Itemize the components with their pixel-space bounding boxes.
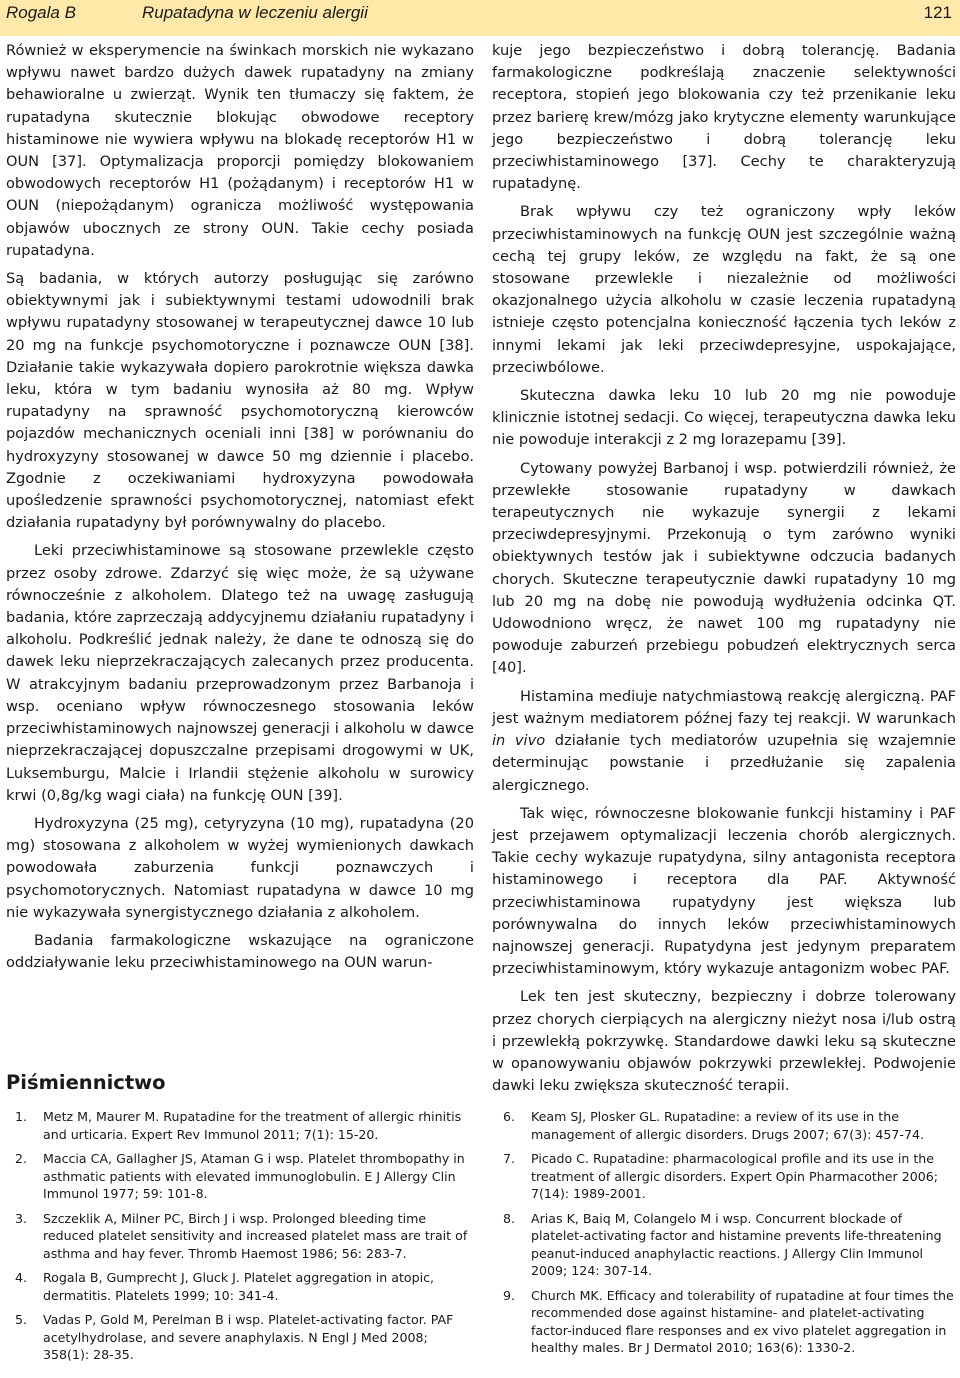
reference-item [6, 1269, 474, 1304]
reference-number: 2. [15, 1151, 28, 1166]
reference-text: Picado C. Rupatadine: pharmacological profile and its use in the treatment of allergic disorders. Expert Opin Pharmacother 2006; 7(14): 1989-2001. [531, 1151, 939, 1201]
paragraph: kuje jego bezpieczeństwo i dobrą tolerancję. Badania farmakologiczne podkreślają znaczenie selektywności receptora, stopień jego blokowania czy też przenikanie leku przez barierę krew/mózg jako krytyczne elementy warunkujące jego bezpieczeństwo i dobrą tolerancję leku przeciwhistaminowego [37]. Cechy te charakteryzują rupatadynę. [492, 42, 956, 193]
reference-item [494, 1108, 956, 1143]
paragraph-histamine [492, 686, 956, 797]
left-column [6, 40, 474, 980]
reference-number: 4. [15, 1270, 28, 1285]
paragraph: Hydroxyzyna (25 mg), cetyryzyna (10 mg), rupatadyna (20 mg) stosowana z alkoholem w wyżej wymienionych dawkach powodowała zaburzenia funkcji poznawczych i psychomotorycznych. Natomiast rupatadyna w dawce 10 mg nie wykazywała synergistycznego działania z alkoholem. [6, 814, 474, 921]
page-number: 121 [923, 3, 952, 22]
reference-number: 8. [503, 1210, 516, 1226]
paragraph: Leki przeciwhistaminowe są stosowane przewlekle często przez osoby zdrowe. Zdarzyć się więc może, że są używane równocześnie z alkoholem. Dlatego też na uwagę zasługują badania, które zaprzeczają addycyjnemu działaniu rupatadyny i alkoholu. Podkreślić jednak należy, że dane te odnoszą się do dawek leku nieprzekraczających zalecanych przez producenta. W atrakcyjnym badaniu przeprowadzonym przez Barbanoja i wsp. oceniano wpływ równoczesnego stosowania leków przeciwhistaminowych najnowszej generacji i alkoholu w dawce nieprzekraczającej dopuszczalne przepisami drogowymi w UK, Luksemburgu, Malcie i Irlandii stężenie alkoholu w surowicy krwi (0,8g/kg wagi ciała) na funkcję OUN [39]. [6, 542, 474, 804]
text-span: Histamina mediuje natychmiastową reakcję alergiczną. PAF jest ważnym mediatorem późnej fazy tej reakcji. W warunkach [492, 687, 956, 727]
reference-item [6, 1210, 474, 1263]
header-author: Rogala B [6, 3, 76, 22]
right-column [492, 40, 956, 1103]
reference-text: Metz M, Maurer M. Rupatadine for the treatment of allergic rhinitis and urticaria. Expert Rev Immunol 2011; 7(1): 15-20. [43, 1109, 462, 1142]
reference-item [6, 1108, 474, 1143]
reference-text: Keam SJ, Plosker GL. Rupatadine: a review of its use in the management of allergic disorders. Drugs 2007; 67(3): 457-74. [531, 1109, 924, 1142]
reference-text: Arias K, Baiq M, Colangelo M i wsp. Concurrent blockade of platelet-activating factor and histamine prevents life-threatening peanut-induced anaphylactic reactions. J Allergy Clin Immunol 2009; 124: 307-14. [531, 1210, 942, 1278]
paragraph: Badania farmakologiczne wskazujące na ograniczone oddziaływanie leku przeciwhistaminowego na OUN warun- [6, 931, 474, 972]
references-list-right [494, 1108, 956, 1364]
italic-term: in vivo [492, 732, 546, 750]
reference-item [494, 1287, 956, 1357]
paragraph: Tak więc, równoczesne blokowanie funkcji histaminy i PAF jest przejawem optymalizacji leczenia chorób alergicznych. Takie cechy wykazuje rupatydyna, silny antagonista receptora histaminowego i receptora dla PAF. Aktywność przeciwhistaminowa rupatydyny jest większa lub porównywalna do innych leków przeciwhistaminowych najnowszej generacji. Rupatydyna jest jedynym preparatem przeciwhistaminowym, który wykazuje antagonizm wobec PAF. [492, 804, 956, 978]
references-list-left [6, 1108, 474, 1371]
reference-text: Rogala B, Gumprecht J, Gluck J. Platelet aggregation in atopic, dermatitis. Platelets 1999; 10: 341-4. [43, 1270, 435, 1303]
header-title: Rupatadyna w leczeniu alergii [142, 3, 368, 22]
paragraph: Brak wpływu czy też ograniczony wpły leków przeciwhistaminowych na funkcję OUN jest szczególnie ważną cechą tej grupy leków, ze względu na fakt, że są one stosowane przewlekle i niezależnie od możliwości okazjonalnego użycia alkoholu w czasie leczenia rupatadyną istnieje często potencjalna konieczność łączenia tych leków z innymi lekami jak leki przeciwdepresyjne, uspokajające, przeciwbólowe. [492, 203, 956, 376]
reference-item [6, 1150, 474, 1203]
page-header [0, 0, 960, 36]
reference-item [494, 1210, 956, 1280]
reference-number: 3. [15, 1210, 28, 1226]
paragraph: Cytowany powyżej Barbanoj i wsp. potwierdzili również, że przewlekłe stosowanie rupatadyny w dawkach terapeutycznych nie wykazuje synergii z lekami przeciwdepresyjnymi. Przekonują o tym zarówno wyniki obiektywnych testów jak i subiektywne odczucia badanych chorych. Skuteczne terapeutycznie dawki rupatadyny 10 mg lub 20 mg na dobę nie powodują wydłużenia odcinka QT. Udowodniono wręcz, że nawet 100 mg rupatadyny nie powoduje zaburzeń przebiegu pobudzeń elektrycznych serca [40]. [492, 459, 956, 677]
reference-text: Church MK. Efficacy and tolerability of rupatadine at four times the recommended dose against histamine- and platelet-activating factor-induced flare responses and ex vivo platelet aggregation in healthy males. Br J Dermatol 2010; 163(6): 1330-2. [531, 1287, 954, 1355]
reference-number: 7. [503, 1151, 516, 1166]
reference-item [494, 1150, 956, 1203]
reference-item [6, 1311, 474, 1364]
paragraph: Lek ten jest skuteczny, bezpieczny i dobrze tolerowany przez chorych cierpiących na alergiczny nieżyt nosa i/lub ostrą i przewlekłą pokrzywkę. Standardowe dawki leku są skuteczne w opanowywaniu objawów pokrzywki przewlekłej. Podwojenie dawki leku zwiększa skuteczność terapii. [492, 988, 956, 1095]
paragraph: Również w eksperymencie na świnkach morskich nie wykazano wpływu nawet bardzo dużych dawek rupatadyny na zmiany behawioralne u zwierząt. Wynik ten tłumaczy się faktem, że rupatadyna skutecznie blokując obwodowe receptory histaminowe nie wywiera wpływu na blokadę receptorów H1 w OUN [37]. Optymalizacja proporcji pomiędzy blokowaniem obwodowych receptorów H1 (pożądanym) i receptorów H1 w OUN (niepożądanym) ogranicza możliwość występowania objawów ubocznych ze strony OUN. Takie cechy posiada rupatadyna. [6, 42, 474, 259]
paragraph: Skuteczna dawka leku 10 lub 20 mg nie powoduje klinicznie istotnej sedacji. Co więcej, terapeutyczna dawka leku nie powoduje interakcji z 2 mg lorazepamu [39]. [492, 387, 956, 449]
references-heading: Piśmiennictwo [6, 1071, 166, 1094]
paragraph: Są badania, w których autorzy posługując się zarówno obiektywnymi jak i subiektywnymi testami udowodnili brak wpływu rupatadyny stosowanej w terapeutycznej dawce 10 lub 20 mg na funkcje psychomotoryczne i poznawcze OUN [38]. Działanie takie wykazywała dopiero parokrotnie większa dawka leku, która w tym badaniu wynosiła aż 80 mg. Wpływ rupatadyny na sprawność psychomotoryczną kierowców pojazdów mechanicznych oceniali inni [38] w porównaniu do hydroxyzyny stosowanej w dawce 50 mg dziennie i placebo. Zgodnie z oczekiwaniami hydroxyzyna powodowała upośledzenie sprawności psychomotorycznej, natomiast efekt działania rupatadyny był porównywalny do placebo. [6, 270, 474, 532]
reference-number: 6. [503, 1109, 516, 1124]
reference-text: Vadas P, Gold M, Perelman B i wsp. Platelet-activating factor. PAF acetylhydrolase, and severe anaphylaxis. N Engl J Med 2008; 358(1): 28-35. [43, 1312, 454, 1362]
reference-number: 1. [15, 1109, 28, 1124]
reference-number: 5. [15, 1312, 28, 1327]
reference-text: Maccia CA, Gallagher JS, Ataman G i wsp. Platelet thrombopathy in asthmatic patients with elevated immunoglobulin. E J Allergy Clin Immunol 1977; 59: 101-8. [43, 1151, 465, 1201]
reference-text: Szczeklik A, Milner PC, Birch J i wsp. Prolonged bleeding time reduced platelet sensitivity and increased platelet mass are trait of asthma and hay fever. Thromb Haemost 1986; 56: 283-7. [43, 1210, 468, 1261]
reference-number: 9. [503, 1287, 516, 1303]
text-span: działanie tych mediatorów uzupełnia się wzajemnie determinując powstanie i przedłużanie się zapalenia alergicznego. [492, 732, 956, 794]
